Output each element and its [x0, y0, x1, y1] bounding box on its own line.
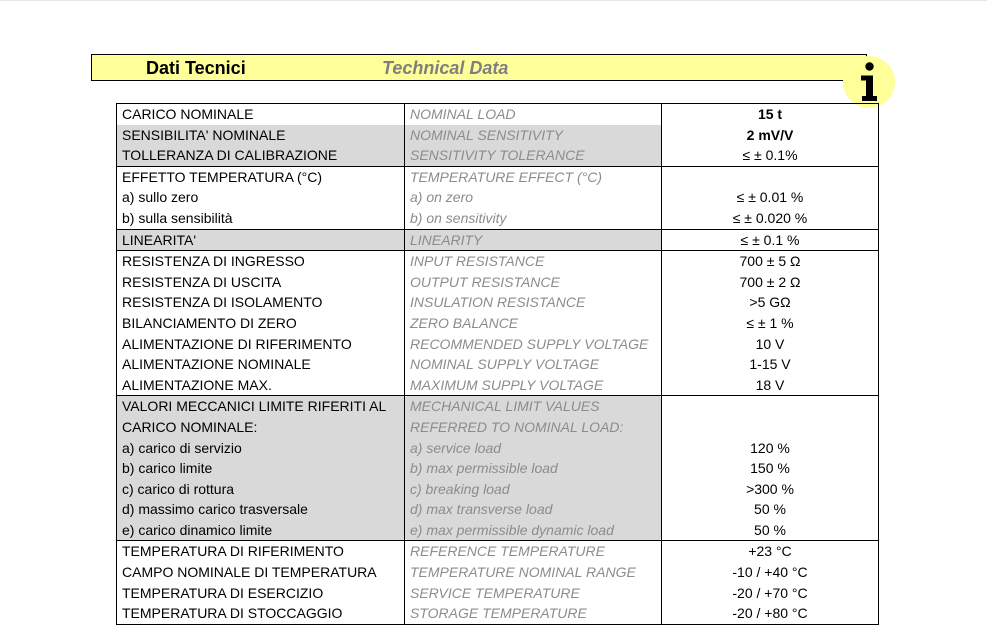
english-label: INSULATION RESISTANCE	[405, 292, 662, 313]
value: +23 °C	[662, 541, 879, 562]
italian-label: a) carico di servizio	[117, 438, 405, 459]
table-row-nominal-supply-voltage	[117, 354, 879, 375]
italian-label: e) carico dinamico limite	[117, 520, 405, 541]
table-row-service-temperature	[117, 583, 879, 604]
top-divider	[0, 0, 987, 1]
italian-label: RESISTENZA DI USCITA	[117, 272, 405, 293]
table-row-zero-balance	[117, 313, 879, 334]
italian-label: BILANCIAMENTO DI ZERO	[117, 313, 405, 334]
header-band	[91, 54, 867, 81]
english-label: SERVICE TEMPERATURE	[405, 583, 662, 604]
table-row-nominal-sensitivity	[117, 125, 879, 146]
table-row-mechanical-limit-referred	[117, 417, 879, 438]
value: ≤ ± 0.1%	[662, 145, 879, 166]
italian-label: CARICO NOMINALE	[117, 104, 405, 125]
table-row-service-load	[117, 438, 879, 459]
italian-label: EFFETTO TEMPERATURA (°C)	[117, 166, 405, 187]
english-label: STORAGE TEMPERATURE	[405, 603, 662, 624]
italian-label: CARICO NOMINALE:	[117, 417, 405, 438]
english-label: TEMPERATURE NOMINAL RANGE	[405, 562, 662, 583]
value: ≤ ± 1 %	[662, 313, 879, 334]
value: 700 ± 2 Ω	[662, 272, 879, 293]
value: 15 t	[662, 104, 879, 125]
italian-label: TEMPERATURA DI RIFERIMENTO	[117, 541, 405, 562]
english-label: d) max transverse load	[405, 499, 662, 520]
english-label: REFERRED TO NOMINAL LOAD:	[405, 417, 662, 438]
english-label: a) service load	[405, 438, 662, 459]
italian-label: d) massimo carico trasversale	[117, 499, 405, 520]
table-row-breaking-load	[117, 479, 879, 500]
italian-label: RESISTENZA DI INGRESSO	[117, 251, 405, 272]
english-label: e) max permissible dynamic load	[405, 520, 662, 541]
italian-label: VALORI MECCANICI LIMITE RIFERITI AL	[117, 396, 405, 417]
value: 1-15 V	[662, 354, 879, 375]
value: 50 %	[662, 520, 879, 541]
italian-label: TEMPERATURA DI ESERCIZIO	[117, 583, 405, 604]
table-row-nominal-load	[117, 104, 879, 125]
italian-label: ALIMENTAZIONE NOMINALE	[117, 354, 405, 375]
value: 50 %	[662, 499, 879, 520]
italian-label: TEMPERATURA DI STOCCAGGIO	[117, 603, 405, 624]
table-row-temperature-effect	[117, 166, 879, 187]
table-row-mechanical-limit-values	[117, 396, 879, 417]
italian-label: TOLLERANZA DI CALIBRAZIONE	[117, 145, 405, 166]
table-row-temperature-nominal-range	[117, 562, 879, 583]
value: 10 V	[662, 334, 879, 355]
english-label: b) on sensitivity	[405, 208, 662, 229]
value: ≤ ± 0.1 %	[662, 229, 879, 251]
value: 2 mV/V	[662, 125, 879, 146]
table-row-max-permissible-load	[117, 458, 879, 479]
value: >5 GΩ	[662, 292, 879, 313]
value: >300 %	[662, 479, 879, 500]
value	[662, 417, 879, 438]
table-row-sensitivity-tolerance	[117, 145, 879, 166]
english-label: INPUT RESISTANCE	[405, 251, 662, 272]
table-row-linearity	[117, 229, 879, 251]
value: ≤ ± 0.020 %	[662, 208, 879, 229]
value: 18 V	[662, 375, 879, 396]
table-row-reference-temperature	[117, 541, 879, 562]
italian-label: a) sullo zero	[117, 187, 405, 208]
english-label: REFERENCE TEMPERATURE	[405, 541, 662, 562]
english-label: NOMINAL LOAD	[405, 104, 662, 125]
italian-label: ALIMENTAZIONE MAX.	[117, 375, 405, 396]
italian-label: ALIMENTAZIONE DI RIFERIMENTO	[117, 334, 405, 355]
value: ≤ ± 0.01 %	[662, 187, 879, 208]
table-row-max-dynamic-load	[117, 520, 879, 541]
table-row-recommended-supply-voltage	[117, 334, 879, 355]
value: -20 / +80 °C	[662, 603, 879, 624]
technical-data-table	[116, 103, 879, 625]
english-label: RECOMMENDED SUPPLY VOLTAGE	[405, 334, 662, 355]
table-row-insulation-resistance	[117, 292, 879, 313]
english-label: b) max permissible load	[405, 458, 662, 479]
italian-label: RESISTENZA DI ISOLAMENTO	[117, 292, 405, 313]
table-row-output-resistance	[117, 272, 879, 293]
italian-label: LINEARITA'	[117, 229, 405, 251]
english-label: NOMINAL SUPPLY VOLTAGE	[405, 354, 662, 375]
italian-label: SENSIBILITA' NOMINALE	[117, 125, 405, 146]
english-label: MAXIMUM SUPPLY VOLTAGE	[405, 375, 662, 396]
english-label: ZERO BALANCE	[405, 313, 662, 334]
italian-label: c) carico di rottura	[117, 479, 405, 500]
info-icon	[842, 55, 896, 109]
italian-label: b) carico limite	[117, 458, 405, 479]
english-label: c) breaking load	[405, 479, 662, 500]
italian-label: b) sulla sensibilità	[117, 208, 405, 229]
value: 700 ± 5 Ω	[662, 251, 879, 272]
value: 120 %	[662, 438, 879, 459]
english-label: SENSITIVITY TOLERANCE	[405, 145, 662, 166]
english-label: TEMPERATURE EFFECT (°C)	[405, 166, 662, 187]
english-label: NOMINAL SENSITIVITY	[405, 125, 662, 146]
value: -20 / +70 °C	[662, 583, 879, 604]
english-label: a) on zero	[405, 187, 662, 208]
table-row-storage-temperature	[117, 603, 879, 624]
table-row-input-resistance	[117, 251, 879, 272]
value: -10 / +40 °C	[662, 562, 879, 583]
table-row-temp-effect-sensitivity	[117, 208, 879, 229]
english-label: MECHANICAL LIMIT VALUES	[405, 396, 662, 417]
english-label: OUTPUT RESISTANCE	[405, 272, 662, 293]
italian-label: CAMPO NOMINALE DI TEMPERATURA	[117, 562, 405, 583]
table-row-maximum-supply-voltage	[117, 375, 879, 396]
title-english: Technical Data	[382, 58, 509, 78]
value: 150 %	[662, 458, 879, 479]
table-row-temp-effect-zero	[117, 187, 879, 208]
table-row-max-transverse-load	[117, 499, 879, 520]
title-italian: Dati Tecnici	[146, 58, 246, 78]
value	[662, 396, 879, 417]
english-label: LINEARITY	[405, 229, 662, 251]
value	[662, 166, 879, 187]
